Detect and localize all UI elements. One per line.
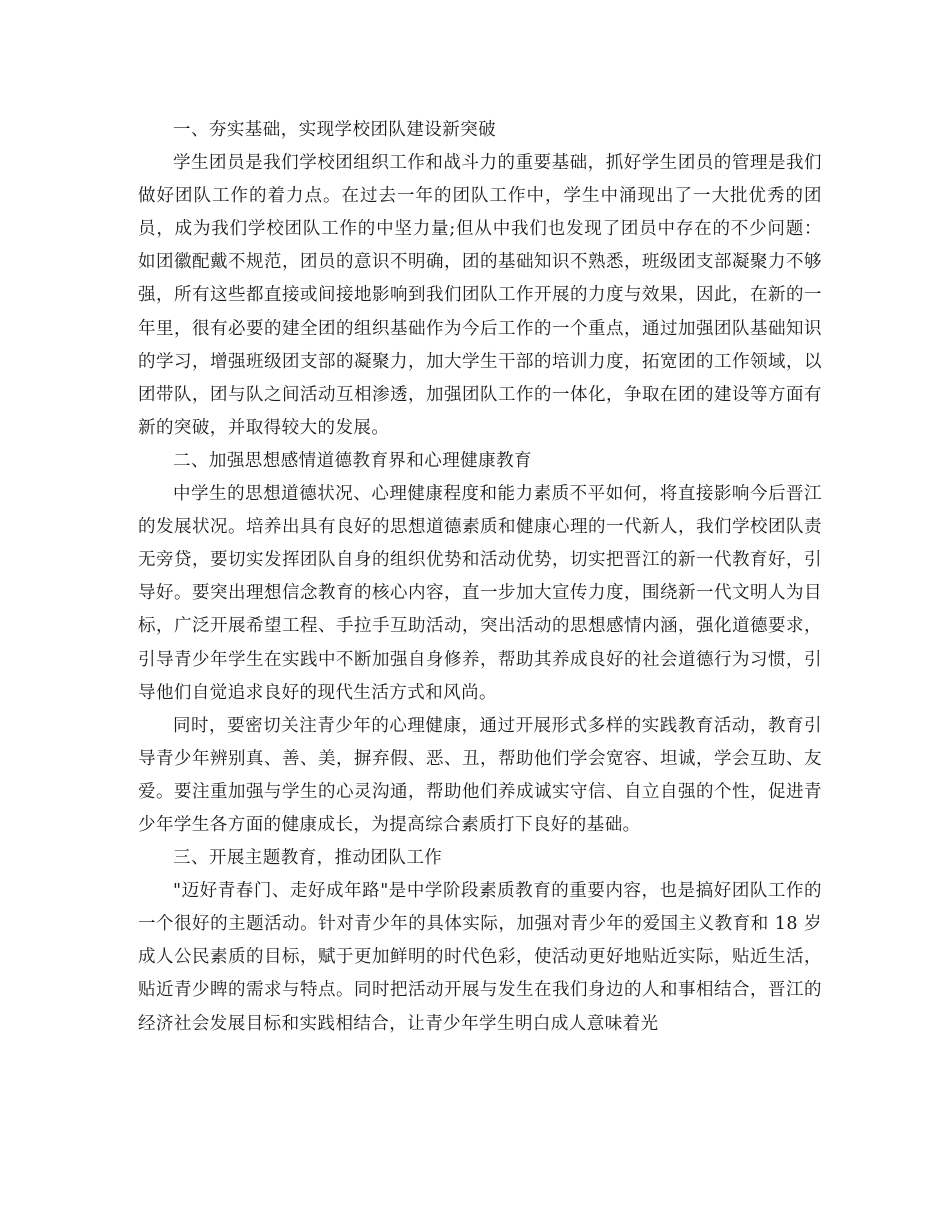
paragraph-2: 中学生的思想道德状况、心理健康程度和能力素质不平如何，将直接影响今后晋江的发展状况。培养出具有良好的思想道德素质和健康心理的一代新人，我们学校团队责无旁贷，要切实发挥团队自身的组织优势和活动优势，切实把晋江的新一代教育好，引导好。要突出理想信念教育的核心内容，直一步加大宣传力度，围绕新一代文明人为目标，广泛开展希望工程、手拉手互助活动，突出活动的思想感情内涵，强化道德要求，引导青少年学生在实践中不断加强自身修养，帮助其养成良好的社会道德行为习惯，引导他们自觉追求良好的现代生活方式和风尚。: [138, 484, 822, 703]
paragraph-3: 同时，要密切关注青少年的心理健康，通过开展形式多样的实践教育活动，教育引导青少年辨别真、善、美，摒弃假、恶、丑，帮助他们学会宽容、坦诚，学会互助、友爱。要注重加强与学生的心灵沟通，帮助他们养成诚实守信、自立自强的个性，促进青少年学生各方面的健康成长，为提高综合素质打下良好的基础。: [138, 715, 822, 835]
paragraph-1: 学生团员是我们学校团组织工作和战斗力的重要基础，抓好学生团员的管理是我们做好团队工作的着力点。在过去一年的团队工作中，学生中涌现出了一大批优秀的团员，成为我们学校团队工作的中坚力量;但从中我们也发现了团员中存在的不少问题：如团徽配戴不规范，团员的意识不明确，团的基础知识不熟悉，班级团支部凝聚力不够强，所有这些都直接或间接地影响到我们团队工作开展的力度与效果，因此，在新的一年里，很有必要的建全团的组织基础作为今后工作的一个重点，通过加强团队基础知识的学习，增强班级团支部的凝聚力，加大学生干部的培训力度，拓宽团的工作领域，以团带队，团与队之间活动互相渗透，加强团队工作的一体化，争取在团的建设等方面有新的突破，并取得较大的发展。: [138, 153, 822, 438]
section-heading-1: 一、夯实基础，实现学校团队建设新突破: [173, 120, 497, 140]
section-heading-2: 二、加强思想感情道德教育界和心理健康教育: [173, 450, 532, 471]
paragraph-4: "迈好青春门、走好成年路"是中学阶段素质教育的重要内容，也是搞好团队工作的一个很好的主题活动。针对青少年的具体实际，加强对青少年的爱国主义教育和 18 岁成人公民素质的目标，赋于更加鲜明的时代色彩，使活动更好地贴近实际，贴近生活，贴近青少睥的需求与特点。同时把活动开展与发生在我们身边的人和事相结合，晋江的经济社会发展目标和实践相结合，让青少年学生明白成人意味着光: [138, 881, 822, 1034]
document-body: [138, 114, 822, 1041]
section-heading-3: 三、开展主题教育，推动团队工作: [173, 848, 443, 869]
